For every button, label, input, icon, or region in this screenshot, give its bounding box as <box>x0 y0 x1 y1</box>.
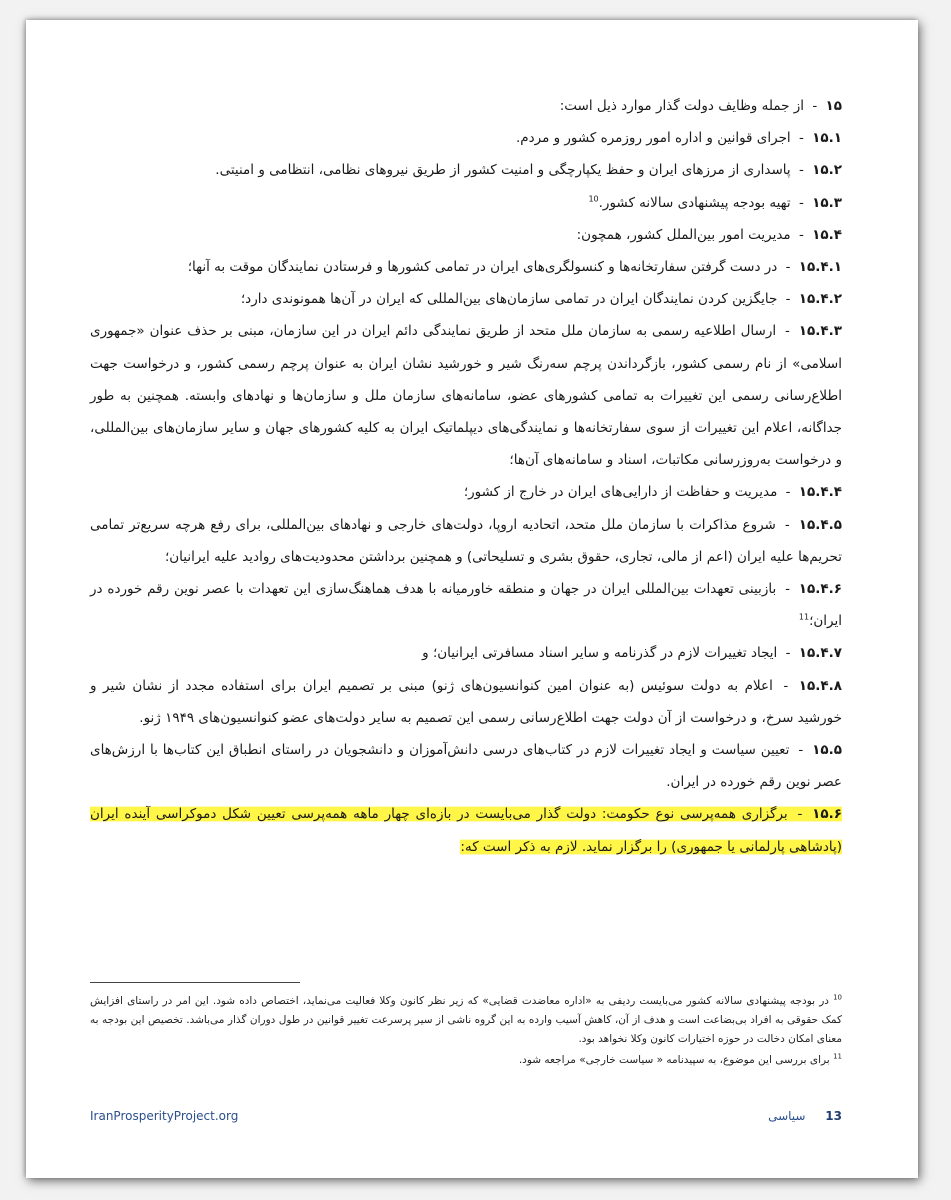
item-text: مدیریت امور بین‌الملل کشور، همچون: <box>576 226 791 243</box>
item-text: تهیه بودجه پیشنهادی سالانه کشور. <box>598 194 791 211</box>
document-body <box>90 90 842 863</box>
paragraph-15-2: ۱۵.۲ - پاسداری از مرزهای ایران و حفظ یکپارچگی و امنیت کشور از طریق نیروهای نظامی، انتظامی و امنیتی. <box>215 162 842 179</box>
paragraph-15-6 <box>90 798 842 862</box>
item-text: بازبینی تعهدات بین‌المللی ایران در جهان و منطقه خاورمیانه با هدف هماهنگ‌سازی این تعهدات با عصر نوین رقم خورده در ایران؛ <box>90 581 842 630</box>
item-text: شروع مذاکرات با سازمان ملل متحد، اتحادیه اروپا، دولت‌های خارجی و نهادهای بین‌المللی، برای رفع هرچه سریع‌تر تمامی تحریم‌ها علیه ایران (اعم از مالی، تجاری، حقوق بشری و تسلیحاتی) و همچنین برداشتن محدودیت‌های روادید علیه ایرانیان؛ <box>90 516 842 565</box>
footnote-ref-10[interactable]: 10 <box>588 194 599 204</box>
item-text: برگزاری همه‌پرسی نوع حکومت: دولت گذار می‌بایست در بازه‌ای چهار ماهه همه‌پرسی تعیین شکل دموکراسی آینده ایران (پادشاهی پارلمانی یا جمهوری) را برگزار نماید. لازم به ذکر است که: <box>90 806 842 855</box>
paragraph-15-4-1: ۱۵.۴.۱ - در دست گرفتن سفارتخانه‌ها و کنسولگری‌های ایران در تمامی کشورها و فرستادن نمایندگان موقت به آنها؛ <box>187 259 842 276</box>
paragraph-15-5: ۱۵.۵ - تعیین سیاست و ایجاد تغییرات لازم در کتاب‌های درسی دانش‌آموزان و دانشجویان در راستای انطباق این کتاب‌ها با ارزش‌های عصر نوین رقم خورده در ایران. <box>90 742 842 791</box>
item-number: ۱۵.۴.۱ <box>798 259 842 276</box>
item-number: ۱۵.۴.۵ <box>798 516 842 533</box>
item-text: در دست گرفتن سفارتخانه‌ها و کنسولگری‌های ایران در تمامی کشورها و فرستادن نمایندگان موقت به آنها؛ <box>187 259 778 276</box>
section-name: سیاسی <box>768 1109 806 1123</box>
paragraph-15-4-6: ۱۵.۴.۶ - بازبینی تعهدات بین‌المللی ایران در جهان و منطقه خاورمیانه با هدف هماهنگ‌سازی این تعهدات با عصر نوین رقم خورده در ایران؛$^{11}$ <box>90 581 842 630</box>
footnote-11 <box>90 1051 842 1070</box>
item-number: ۱۵.۲ <box>812 162 842 179</box>
paragraph-15-4-7: ۱۵.۴.۷ - ایجاد تغییرات لازم در گذرنامه و سایر اسناد مسافرتی ایرانیان؛ و <box>422 645 842 662</box>
highlighted-text: ۱۵.۶ - برگزاری همه‌پرسی نوع حکومت: دولت گذار می‌بایست در بازه‌ای چهار ماهه همه‌پرسی تعیین شکل دموکراسی آینده ایران (پادشاهی پارلمانی یا جمهوری) را برگزار نماید. لازم به ذکر است که: <box>90 806 842 855</box>
footnotes <box>90 992 842 1072</box>
paragraph-15-4: ۱۵.۴ - مدیریت امور بین‌الملل کشور، همچون: <box>576 226 842 243</box>
footer-section <box>768 1106 842 1126</box>
footnote-10 <box>90 992 842 1049</box>
item-number: ۱۵.۳ <box>812 194 842 211</box>
item-number: ۱۵.۴.۶ <box>798 581 842 598</box>
footnote-text: در بودجه پیشنهادی سالانه کشور می‌بایست ردیفی به «اداره معاضدت قضایی» که زیر نظر کانون وکلا فعالیت می‌نماید، اختصاص داده شود. این امر در راستای افزایش کمک حقوقی به افراد بی‌بضاعت است و هدف از آن، کاهش آسیب وارده به این گروه ناشی از سیر پرسرعت تغییر قوانین در طول دوران گذار می‌باشد. تخصیص این بودجه به معنای امکان دخالت در حوزه اختیارات کانون وکلا نخواهد بود. <box>90 995 842 1045</box>
paragraph-15-4-4: ۱۵.۴.۴ - مدیریت و حفاظت از دارایی‌های ایران در خارج از کشور؛ <box>463 484 842 501</box>
item-text: جایگزین کردن نمایندگان ایران در تمامی سازمان‌های بین‌المللی که ایران در آن‌ها همونوندی دارد؛ <box>240 291 778 308</box>
item-text: ایجاد تغییرات لازم در گذرنامه و سایر اسناد مسافرتی ایرانیان؛ و <box>422 645 778 662</box>
item-text: تعیین سیاست و ایجاد تغییرات لازم در کتاب‌های درسی دانش‌آموزان و دانشجویان در راستای انطباق این کتاب‌ها با ارزش‌های عصر نوین رقم خورده در ایران. <box>90 742 842 791</box>
item-text: اجرای قوانین و اداره امور روزمره کشور و مردم. <box>515 130 791 147</box>
item-number: ۱۵.۶ <box>812 806 842 823</box>
item-number: ۱۵.۵ <box>812 742 842 759</box>
footnote-ref-11[interactable]: 11 <box>798 612 810 622</box>
item-number: ۱۵.۴.۴ <box>798 484 842 501</box>
footnote-divider <box>90 982 300 983</box>
item-number: ۱۵.۴.۸ <box>798 677 842 694</box>
item-text: اعلام به دولت سوئیس (به عنوان امین کنوانسیون‌های ژنو) مبنی بر تصمیم ایران برای استفاده مجدد از نشان شیر و خورشید سرخ، و درخواست از آن دولت جهت اطلاع‌رسانی رسمی این تصمیم به سایر دولت‌های عضو کنوانسیون‌های ۱۹۴۹ ژنو. <box>90 677 842 726</box>
paragraph-15: ۱۵ - از جمله وظایف دولت گذار موارد ذیل است: <box>559 98 842 114</box>
footnote-number: 10 <box>833 993 842 1002</box>
paragraph-15-4-3: ۱۵.۴.۳ - ارسال اطلاعیه رسمی به سازمان ملل متحد از طریق نمایندگی دائم ایران در این سازمان، مبنی بر حذف عنوان «جمهوری اسلامی» از نام رسمی کشور، بازگرداندن پرچم سه‌رنگ شیر و خورشید نشان ایران به عنوان پرچم رسمی کشور، و درخواست جهت اطلاع‌رسانی رسمی این تغییرات به تمامی کشورهای عضو، سامانه‌های سازمان ملل و سازمان‌ها و نهادهای وابسته. همچنین به طور جداگانه، اعلام این تغییرات از سوی سفارتخانه‌ها و نمایندگی‌های دیپلماتیک ایران به کلیه کشورهای جهان و سایر سازمان‌های بین‌المللی، و درخواست به‌روزرسانی مکاتبات، اسناد و سامانه‌های آن‌ها؛ <box>90 323 842 469</box>
item-text: ارسال اطلاعیه رسمی به سازمان ملل متحد از طریق نمایندگی دائم ایران در این سازمان، مبنی بر حذف عنوان «جمهوری اسلامی» از نام رسمی کشور، بازگرداندن پرچم سه‌رنگ شیر و خورشید نشان ایران به عنوان پرچم رسمی کشور، و درخواست جهت اطلاع‌رسانی رسمی این تغییرات به تمامی کشورهای عضو، سامانه‌های سازمان ملل و سازمان‌ها و نهادهای وابسته. همچنین به طور جداگانه، اعلام این تغییرات از سوی سفارتخانه‌ها و نمایندگی‌های دیپلماتیک ایران به کلیه کشورهای جهان و سایر سازمان‌های بین‌المللی، و درخواست به‌روزرسانی مکاتبات، اسناد و سامانه‌های آن‌ها؛ <box>90 323 842 469</box>
footnote-text: برای بررسی این موضوع، به سپیدنامه « سیاست خارجی» مراجعه شود. <box>518 1054 830 1066</box>
item-text: مدیریت و حفاظت از دارایی‌های ایران در خارج از کشور؛ <box>463 484 778 501</box>
paragraph-15-3: ۱۵.۳ - تهیه بودجه پیشنهادی سالانه کشور.$^{10}$ <box>588 194 842 211</box>
item-text: از جمله وظایف دولت گذار موارد ذیل است: <box>559 98 805 114</box>
footnote-number: 11 <box>833 1052 842 1061</box>
item-number: ۱۵.۴ <box>812 226 842 243</box>
item-number: ۱۵.۴.۲ <box>798 291 842 308</box>
website-link[interactable]: IranProsperityProject.org <box>90 1109 239 1123</box>
paragraph-15-4-8: ۱۵.۴.۸ - اعلام به دولت سوئیس (به عنوان امین کنوانسیون‌های ژنو) مبنی بر تصمیم ایران برای استفاده مجدد از نشان شیر و خورشید سرخ، و درخواست از آن دولت جهت اطلاع‌رسانی رسمی این تصمیم به سایر دولت‌های عضو کنوانسیون‌های ۱۹۴۹ ژنو. <box>90 677 842 726</box>
paragraph-15-1: ۱۵.۱ - اجرای قوانین و اداره امور روزمره کشور و مردم. <box>515 130 842 147</box>
item-text: پاسداری از مرزهای ایران و حفظ یکپارچگی و امنیت کشور از طریق نیروهای نظامی، انتظامی و امنیتی. <box>215 162 791 179</box>
page-footer <box>90 1106 842 1126</box>
paragraph-15-4-2: ۱۵.۴.۲ - جایگزین کردن نمایندگان ایران در تمامی سازمان‌های بین‌المللی که ایران در آن‌ها همونوندی دارد؛ <box>240 291 842 308</box>
paragraph-15-4-5: ۱۵.۴.۵ - شروع مذاکرات با سازمان ملل متحد، اتحادیه اروپا، دولت‌های خارجی و نهادهای بین‌المللی، برای رفع هرچه سریع‌تر تمامی تحریم‌ها علیه ایران (اعم از مالی، تجاری، حقوق بشری و تسلیحاتی) و همچنین برداشتن محدودیت‌های روادید علیه ایرانیان؛ <box>90 516 842 565</box>
item-number: ۱۵.۱ <box>812 130 842 147</box>
page-number: 13 <box>825 1109 842 1123</box>
item-number: ۱۵ <box>825 98 842 114</box>
item-number: ۱۵.۴.۳ <box>798 323 842 340</box>
item-number: ۱۵.۴.۷ <box>798 645 842 662</box>
